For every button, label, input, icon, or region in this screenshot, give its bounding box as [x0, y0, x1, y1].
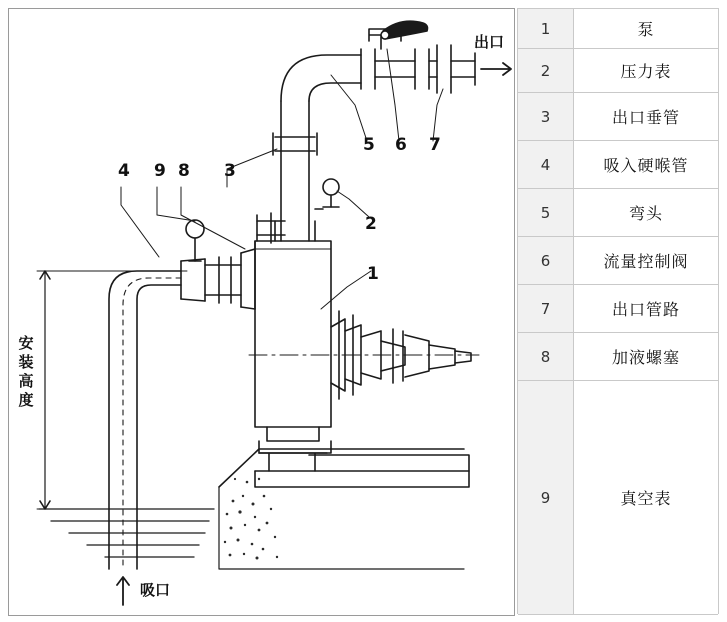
legend-row-4 — [518, 141, 718, 189]
foundation-body — [255, 471, 469, 487]
callout-6: 6 — [395, 135, 407, 155]
valve-lever — [383, 21, 428, 39]
callout-3: 3 — [224, 161, 236, 181]
foundation-top — [255, 455, 469, 471]
suction-pipe-inner — [137, 285, 181, 569]
legend-name: 泵 — [574, 9, 718, 48]
legend-number: 5 — [518, 189, 574, 236]
suction-pump-flange-join — [241, 249, 255, 309]
suction-flange-2 — [219, 257, 231, 303]
pump-installation-diagram — [8, 8, 515, 616]
callout-8: 8 — [178, 161, 190, 181]
legend-name: 真空表 — [574, 381, 718, 614]
legend-name: 加液螺塞 — [574, 333, 718, 380]
legend-row-8 — [518, 333, 718, 381]
legend-row-2 — [518, 49, 718, 93]
water-lines — [39, 509, 214, 557]
diagram-svg — [9, 9, 512, 613]
suction-pipe-outer — [109, 271, 181, 569]
motor-flange — [405, 335, 429, 377]
label-install-height: 安装高度 — [18, 334, 34, 409]
legend-row-6 — [518, 237, 718, 285]
legend-row-3 — [518, 93, 718, 141]
legend-name: 出口管路 — [574, 285, 718, 332]
legend-number: 9 — [518, 381, 574, 614]
legend-name: 出口垂管 — [574, 93, 718, 140]
callout-2: 2 — [365, 214, 377, 234]
legend-row-5 — [518, 189, 718, 237]
outlet-end-pipe — [451, 61, 475, 77]
legend-row-7 — [518, 285, 718, 333]
legend-row-1 — [518, 9, 718, 49]
valve-flange-right — [437, 45, 451, 93]
legend-name: 吸入硬喉管 — [574, 141, 718, 188]
valve-inlet-pipe — [375, 61, 415, 77]
pressure-gauge — [323, 179, 339, 195]
legend-number: 8 — [518, 333, 574, 380]
valve-lever-pivot — [381, 31, 389, 39]
legend-number: 3 — [518, 93, 574, 140]
outlet-arrow — [481, 63, 511, 75]
legend-name: 压力表 — [574, 49, 718, 92]
ground-base — [219, 487, 464, 569]
leader-6 — [387, 49, 399, 141]
callout-7: 7 — [429, 135, 441, 155]
suction-flange-join — [181, 259, 205, 301]
legend-number: 4 — [518, 141, 574, 188]
pump-casing — [255, 241, 331, 427]
motor-body — [429, 345, 455, 369]
suction-horizontal — [205, 265, 241, 295]
pump-base-plate — [259, 441, 331, 453]
leader-4 — [121, 187, 159, 257]
fill-plug-flange — [257, 213, 271, 243]
leader-9 — [157, 187, 195, 221]
motor-end — [455, 351, 471, 363]
legend-table — [517, 8, 719, 614]
leader-7 — [433, 89, 443, 141]
inlet-arrow — [117, 577, 129, 605]
leader-1 — [321, 271, 371, 309]
valve-body-pipe — [429, 61, 437, 77]
label-inlet: 吸口 — [140, 581, 171, 599]
pump-foot — [267, 427, 319, 441]
legend-number: 7 — [518, 285, 574, 332]
callout-9: 9 — [154, 161, 166, 181]
elbow-inner — [309, 83, 361, 101]
leader-8 — [181, 187, 245, 249]
legend-name: 弯头 — [574, 189, 718, 236]
outlet-flange-a — [361, 49, 375, 89]
callout-5: 5 — [363, 135, 375, 155]
motor-flange-lines — [393, 329, 403, 383]
suction-flange-1 — [181, 259, 205, 301]
suction-centerline — [123, 278, 181, 565]
callout-1: 1 — [367, 264, 379, 284]
label-outlet: 出口 — [474, 33, 505, 51]
soil-hatching — [224, 478, 278, 560]
callout-4: 4 — [118, 161, 130, 181]
legend-number: 1 — [518, 9, 574, 48]
legend-row-9 — [518, 381, 718, 615]
valve-flange-left — [415, 49, 429, 89]
legend-name: 流量控制阀 — [574, 237, 718, 284]
legend-number: 6 — [518, 237, 574, 284]
legend-number: 2 — [518, 49, 574, 92]
elbow-outer — [281, 55, 361, 101]
